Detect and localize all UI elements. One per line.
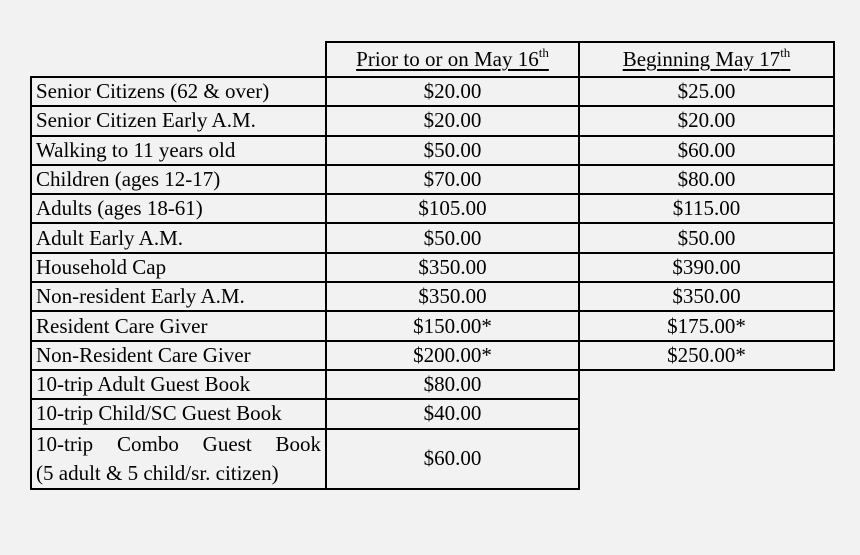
table-row: [31, 77, 834, 106]
row-label: Adults (ages 18-61): [31, 194, 326, 223]
row-prior-price: $150.00*: [326, 311, 579, 340]
row-prior-price: $50.00: [326, 136, 579, 165]
header-beginning-may-17: [579, 42, 834, 77]
combo-label-line1: 10-trip Combo Guest Book: [36, 431, 321, 456]
row-label: Walking to 11 years old: [31, 136, 326, 165]
empty-cell: [579, 370, 834, 399]
row-beginning-price: $80.00: [579, 165, 834, 194]
row-prior-price: $350.00: [326, 282, 579, 311]
empty-cell: [579, 399, 834, 428]
row-beginning-price: $115.00: [579, 194, 834, 223]
table-row: [31, 165, 834, 194]
row-prior-price: $20.00: [326, 106, 579, 135]
table-row: [31, 370, 834, 399]
row-label: Resident Care Giver: [31, 311, 326, 340]
row-prior-price: $350.00: [326, 253, 579, 282]
row-prior-price: $40.00: [326, 399, 579, 428]
row-beginning-price: $50.00: [579, 223, 834, 252]
combo-label-line2: (5 adult & 5 child/sr. citizen): [36, 460, 279, 485]
row-label: 10-trip Adult Guest Book: [31, 370, 326, 399]
row-beginning-price: $390.00: [579, 253, 834, 282]
row-label: Children (ages 12-17): [31, 165, 326, 194]
row-beginning-price: $175.00*: [579, 311, 834, 340]
row-beginning-price: $20.00: [579, 106, 834, 135]
row-prior-price: $80.00: [326, 370, 579, 399]
row-beginning-price: $60.00: [579, 136, 834, 165]
header-prior-sup: th: [538, 45, 549, 60]
header-empty-cell: [31, 42, 326, 77]
row-label: Non-Resident Care Giver: [31, 341, 326, 370]
fee-table-container: [30, 41, 835, 490]
table-row: [31, 311, 834, 340]
table-row: [31, 136, 834, 165]
row-prior-price: $200.00*: [326, 341, 579, 370]
row-prior-price: $105.00: [326, 194, 579, 223]
table-row: [31, 106, 834, 135]
empty-cell: [579, 429, 834, 489]
table-row: [31, 399, 834, 428]
table-row: [31, 253, 834, 282]
row-label: Adult Early A.M.: [31, 223, 326, 252]
header-prior-text: Prior to or on May 16: [356, 47, 539, 71]
table-row-combo: [31, 429, 834, 489]
row-label-combo: [31, 429, 326, 489]
fee-table: [30, 41, 835, 490]
table-row: [31, 194, 834, 223]
header-beginning-sup: th: [780, 45, 791, 60]
table-row: [31, 282, 834, 311]
row-beginning-price: $25.00: [579, 77, 834, 106]
row-prior-price: $20.00: [326, 77, 579, 106]
row-prior-price: $70.00: [326, 165, 579, 194]
row-label: Non-resident Early A.M.: [31, 282, 326, 311]
row-beginning-price: $250.00*: [579, 341, 834, 370]
header-row: [31, 42, 834, 77]
row-label: Household Cap: [31, 253, 326, 282]
header-beginning-text: Beginning May 17: [622, 47, 781, 71]
header-prior-to-may-16: [326, 42, 579, 77]
table-row: [31, 341, 834, 370]
row-label: 10-trip Child/SC Guest Book: [31, 399, 326, 428]
row-label: Senior Citizen Early A.M.: [31, 106, 326, 135]
row-beginning-price: $350.00: [579, 282, 834, 311]
row-prior-price: $60.00: [326, 429, 579, 489]
row-label: Senior Citizens (62 & over): [31, 77, 326, 106]
row-prior-price: $50.00: [326, 223, 579, 252]
table-row: [31, 223, 834, 252]
